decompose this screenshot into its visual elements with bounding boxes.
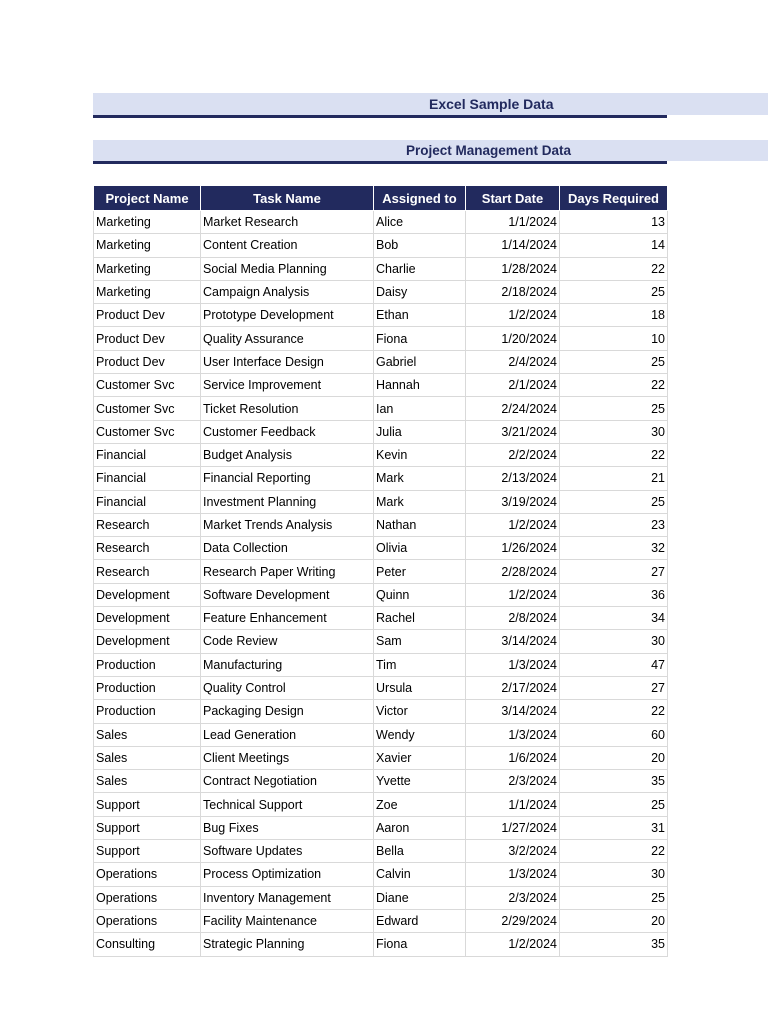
cell-project-name[interactable]: Development	[94, 583, 201, 606]
table-row	[94, 583, 668, 606]
cell-days-required[interactable]: 21	[560, 467, 668, 490]
cell-project-name[interactable]: Research	[94, 513, 201, 536]
cell-assigned-to[interactable]: Sam	[374, 630, 466, 653]
cell-task-name[interactable]: Manufacturing	[201, 653, 374, 676]
cell-task-name[interactable]: Code Review	[201, 630, 374, 653]
cell-start-date[interactable]: 1/1/2024	[466, 211, 560, 234]
cell-assigned-to[interactable]: Fiona	[374, 327, 466, 350]
cell-assigned-to[interactable]: Ursula	[374, 676, 466, 699]
cell-task-name[interactable]: Prototype Development	[201, 304, 374, 327]
cell-start-date[interactable]: 1/27/2024	[466, 816, 560, 839]
cell-start-date[interactable]: 3/2/2024	[466, 840, 560, 863]
table-row	[94, 374, 668, 397]
header-task-name[interactable]: Task Name	[201, 186, 374, 211]
table-row	[94, 257, 668, 280]
cell-days-required[interactable]: 25	[560, 397, 668, 420]
cell-task-name[interactable]: Service Improvement	[201, 374, 374, 397]
cell-assigned-to[interactable]: Bob	[374, 234, 466, 257]
page-title: Excel Sample Data	[429, 96, 554, 112]
cell-start-date[interactable]: 1/26/2024	[466, 537, 560, 560]
cell-start-date[interactable]: 3/14/2024	[466, 630, 560, 653]
cell-days-required[interactable]: 31	[560, 816, 668, 839]
cell-project-name[interactable]: Operations	[94, 863, 201, 886]
cell-assigned-to[interactable]: Victor	[374, 700, 466, 723]
cell-project-name[interactable]: Development	[94, 607, 201, 630]
cell-start-date[interactable]: 1/2/2024	[466, 583, 560, 606]
cell-project-name[interactable]: Sales	[94, 746, 201, 769]
cell-project-name[interactable]: Marketing	[94, 257, 201, 280]
cell-task-name[interactable]: Market Trends Analysis	[201, 513, 374, 536]
cell-project-name[interactable]: Product Dev	[94, 304, 201, 327]
cell-assigned-to[interactable]: Nathan	[374, 513, 466, 536]
cell-start-date[interactable]: 3/14/2024	[466, 700, 560, 723]
header-start-date[interactable]: Start Date	[466, 186, 560, 211]
cell-start-date[interactable]: 1/3/2024	[466, 723, 560, 746]
cell-assigned-to[interactable]: Edward	[374, 909, 466, 932]
title-band	[93, 93, 667, 118]
cell-days-required[interactable]: 47	[560, 653, 668, 676]
cell-project-name[interactable]: Support	[94, 840, 201, 863]
cell-start-date[interactable]: 1/14/2024	[466, 234, 560, 257]
cell-project-name[interactable]: Financial	[94, 467, 201, 490]
table-row	[94, 607, 668, 630]
table-row	[94, 793, 668, 816]
table-row	[94, 467, 668, 490]
header-row	[94, 186, 668, 211]
cell-days-required[interactable]: 30	[560, 863, 668, 886]
cell-task-name[interactable]: Content Creation	[201, 234, 374, 257]
cell-assigned-to[interactable]: Wendy	[374, 723, 466, 746]
table-row	[94, 700, 668, 723]
table-row	[94, 513, 668, 536]
cell-days-required[interactable]: 14	[560, 234, 668, 257]
cell-start-date[interactable]: 1/2/2024	[466, 933, 560, 956]
table-row	[94, 653, 668, 676]
table-row	[94, 909, 668, 932]
table-row	[94, 886, 668, 909]
title-band-extension	[667, 93, 768, 115]
table-row	[94, 443, 668, 466]
cell-task-name[interactable]: Facility Maintenance	[201, 909, 374, 932]
cell-days-required[interactable]: 35	[560, 770, 668, 793]
cell-project-name[interactable]: Customer Svc	[94, 397, 201, 420]
cell-start-date[interactable]: 1/2/2024	[466, 304, 560, 327]
cell-project-name[interactable]: Customer Svc	[94, 374, 201, 397]
cell-days-required[interactable]: 27	[560, 676, 668, 699]
cell-task-name[interactable]: Data Collection	[201, 537, 374, 560]
cell-project-name[interactable]: Operations	[94, 886, 201, 909]
table-row	[94, 350, 668, 373]
cell-project-name[interactable]: Sales	[94, 770, 201, 793]
cell-task-name[interactable]: Research Paper Writing	[201, 560, 374, 583]
cell-start-date[interactable]: 1/28/2024	[466, 257, 560, 280]
cell-task-name[interactable]: Investment Planning	[201, 490, 374, 513]
table-row	[94, 537, 668, 560]
table-row	[94, 211, 668, 234]
cell-project-name[interactable]: Product Dev	[94, 350, 201, 373]
table-row	[94, 630, 668, 653]
cell-task-name[interactable]: Client Meetings	[201, 746, 374, 769]
cell-task-name[interactable]: Social Media Planning	[201, 257, 374, 280]
cell-task-name[interactable]: Budget Analysis	[201, 443, 374, 466]
cell-task-name[interactable]: User Interface Design	[201, 350, 374, 373]
table-body	[94, 211, 668, 957]
cell-days-required[interactable]: 25	[560, 350, 668, 373]
cell-days-required[interactable]: 25	[560, 886, 668, 909]
cell-project-name[interactable]: Production	[94, 653, 201, 676]
cell-start-date[interactable]: 1/6/2024	[466, 746, 560, 769]
cell-start-date[interactable]: 2/18/2024	[466, 280, 560, 303]
cell-start-date[interactable]: 1/1/2024	[466, 793, 560, 816]
cell-assigned-to[interactable]: Zoe	[374, 793, 466, 816]
cell-start-date[interactable]: 2/2/2024	[466, 443, 560, 466]
cell-start-date[interactable]: 2/4/2024	[466, 350, 560, 373]
cell-start-date[interactable]: 2/17/2024	[466, 676, 560, 699]
cell-days-required[interactable]: 27	[560, 560, 668, 583]
table-row	[94, 840, 668, 863]
cell-task-name[interactable]: Campaign Analysis	[201, 280, 374, 303]
table-row	[94, 490, 668, 513]
cell-days-required[interactable]: 13	[560, 211, 668, 234]
cell-assigned-to[interactable]: Mark	[374, 490, 466, 513]
cell-project-name[interactable]: Sales	[94, 723, 201, 746]
cell-days-required[interactable]: 20	[560, 746, 668, 769]
cell-task-name[interactable]: Technical Support	[201, 793, 374, 816]
table-row	[94, 234, 668, 257]
cell-start-date[interactable]: 1/3/2024	[466, 653, 560, 676]
cell-assigned-to[interactable]: Peter	[374, 560, 466, 583]
cell-assigned-to[interactable]: Fiona	[374, 933, 466, 956]
table-row	[94, 816, 668, 839]
cell-start-date[interactable]: 2/3/2024	[466, 886, 560, 909]
cell-task-name[interactable]: Market Research	[201, 211, 374, 234]
cell-assigned-to[interactable]: Xavier	[374, 746, 466, 769]
cell-assigned-to[interactable]: Alice	[374, 211, 466, 234]
cell-project-name[interactable]: Production	[94, 676, 201, 699]
cell-project-name[interactable]: Support	[94, 816, 201, 839]
cell-days-required[interactable]: 25	[560, 280, 668, 303]
cell-project-name[interactable]: Research	[94, 537, 201, 560]
table-row	[94, 420, 668, 443]
table-row	[94, 304, 668, 327]
cell-days-required[interactable]: 30	[560, 630, 668, 653]
cell-assigned-to[interactable]: Hannah	[374, 374, 466, 397]
cell-assigned-to[interactable]: Ethan	[374, 304, 466, 327]
cell-task-name[interactable]: Feature Enhancement	[201, 607, 374, 630]
project-table	[93, 185, 668, 957]
cell-task-name[interactable]: Quality Assurance	[201, 327, 374, 350]
cell-assigned-to[interactable]: Daisy	[374, 280, 466, 303]
cell-assigned-to[interactable]: Julia	[374, 420, 466, 443]
cell-assigned-to[interactable]: Aaron	[374, 816, 466, 839]
table-row	[94, 397, 668, 420]
subtitle-band-extension	[667, 140, 768, 161]
cell-project-name[interactable]: Financial	[94, 490, 201, 513]
cell-project-name[interactable]: Financial	[94, 443, 201, 466]
cell-days-required[interactable]: 60	[560, 723, 668, 746]
cell-days-required[interactable]: 25	[560, 793, 668, 816]
cell-task-name[interactable]: Quality Control	[201, 676, 374, 699]
cell-start-date[interactable]: 2/3/2024	[466, 770, 560, 793]
table-row	[94, 676, 668, 699]
table-row	[94, 933, 668, 956]
cell-assigned-to[interactable]: Rachel	[374, 607, 466, 630]
cell-project-name[interactable]: Operations	[94, 909, 201, 932]
cell-task-name[interactable]: Process Optimization	[201, 863, 374, 886]
cell-project-name[interactable]: Marketing	[94, 280, 201, 303]
cell-assigned-to[interactable]: Yvette	[374, 770, 466, 793]
cell-days-required[interactable]: 35	[560, 933, 668, 956]
cell-days-required[interactable]: 18	[560, 304, 668, 327]
cell-days-required[interactable]: 22	[560, 443, 668, 466]
cell-task-name[interactable]: Packaging Design	[201, 700, 374, 723]
cell-start-date[interactable]: 1/20/2024	[466, 327, 560, 350]
cell-task-name[interactable]: Financial Reporting	[201, 467, 374, 490]
cell-assigned-to[interactable]: Diane	[374, 886, 466, 909]
cell-start-date[interactable]: 2/29/2024	[466, 909, 560, 932]
cell-assigned-to[interactable]: Mark	[374, 467, 466, 490]
cell-assigned-to[interactable]: Calvin	[374, 863, 466, 886]
cell-task-name[interactable]: Contract Negotiation	[201, 770, 374, 793]
cell-days-required[interactable]: 32	[560, 537, 668, 560]
table-row	[94, 746, 668, 769]
header-days-required[interactable]: Days Required	[560, 186, 668, 211]
cell-days-required[interactable]: 23	[560, 513, 668, 536]
subtitle-band	[93, 140, 667, 164]
cell-project-name[interactable]: Consulting	[94, 933, 201, 956]
cell-assigned-to[interactable]: Tim	[374, 653, 466, 676]
cell-days-required[interactable]: 22	[560, 700, 668, 723]
cell-task-name[interactable]: Strategic Planning	[201, 933, 374, 956]
cell-start-date[interactable]: 3/19/2024	[466, 490, 560, 513]
cell-days-required[interactable]: 22	[560, 257, 668, 280]
cell-days-required[interactable]: 30	[560, 420, 668, 443]
cell-assigned-to[interactable]: Olivia	[374, 537, 466, 560]
cell-task-name[interactable]: Ticket Resolution	[201, 397, 374, 420]
cell-assigned-to[interactable]: Bella	[374, 840, 466, 863]
cell-days-required[interactable]: 36	[560, 583, 668, 606]
cell-task-name[interactable]: Software Updates	[201, 840, 374, 863]
cell-assigned-to[interactable]: Gabriel	[374, 350, 466, 373]
cell-assigned-to[interactable]: Quinn	[374, 583, 466, 606]
table-row	[94, 327, 668, 350]
cell-assigned-to[interactable]: Kevin	[374, 443, 466, 466]
table-row	[94, 560, 668, 583]
cell-project-name[interactable]: Research	[94, 560, 201, 583]
cell-project-name[interactable]: Production	[94, 700, 201, 723]
cell-task-name[interactable]: Bug Fixes	[201, 816, 374, 839]
table-row	[94, 770, 668, 793]
cell-project-name[interactable]: Product Dev	[94, 327, 201, 350]
cell-start-date[interactable]: 1/3/2024	[466, 863, 560, 886]
cell-days-required[interactable]: 10	[560, 327, 668, 350]
cell-start-date[interactable]: 2/13/2024	[466, 467, 560, 490]
table-row	[94, 280, 668, 303]
cell-project-name[interactable]: Development	[94, 630, 201, 653]
cell-days-required[interactable]: 34	[560, 607, 668, 630]
cell-project-name[interactable]: Support	[94, 793, 201, 816]
cell-start-date[interactable]: 2/24/2024	[466, 397, 560, 420]
cell-start-date[interactable]: 2/8/2024	[466, 607, 560, 630]
cell-days-required[interactable]: 22	[560, 840, 668, 863]
cell-days-required[interactable]: 20	[560, 909, 668, 932]
cell-assigned-to[interactable]: Ian	[374, 397, 466, 420]
cell-start-date[interactable]: 2/1/2024	[466, 374, 560, 397]
cell-task-name[interactable]: Software Development	[201, 583, 374, 606]
header-project-name[interactable]: Project Name	[94, 186, 201, 211]
cell-task-name[interactable]: Customer Feedback	[201, 420, 374, 443]
cell-days-required[interactable]: 22	[560, 374, 668, 397]
cell-start-date[interactable]: 3/21/2024	[466, 420, 560, 443]
cell-start-date[interactable]: 1/2/2024	[466, 513, 560, 536]
cell-start-date[interactable]: 2/28/2024	[466, 560, 560, 583]
table-row	[94, 863, 668, 886]
cell-project-name[interactable]: Marketing	[94, 234, 201, 257]
cell-assigned-to[interactable]: Charlie	[374, 257, 466, 280]
cell-task-name[interactable]: Inventory Management	[201, 886, 374, 909]
cell-days-required[interactable]: 25	[560, 490, 668, 513]
header-assigned-to[interactable]: Assigned to	[374, 186, 466, 211]
cell-task-name[interactable]: Lead Generation	[201, 723, 374, 746]
section-title: Project Management Data	[406, 143, 572, 158]
cell-project-name[interactable]: Marketing	[94, 211, 201, 234]
cell-project-name[interactable]: Customer Svc	[94, 420, 201, 443]
table-row	[94, 723, 668, 746]
